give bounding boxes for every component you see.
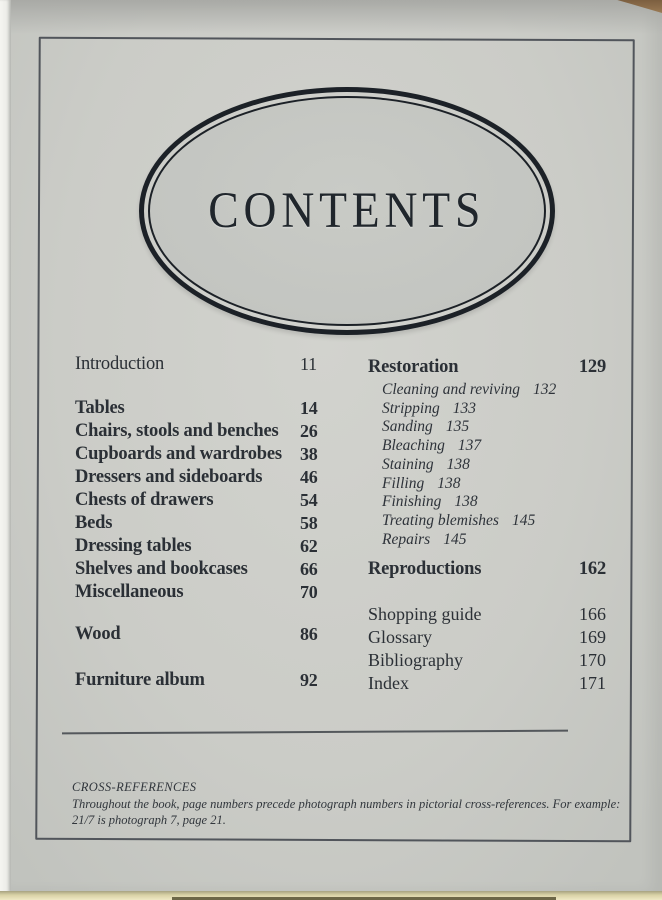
- toc-entry: [368, 626, 606, 649]
- toc-entry-page: 129: [578, 357, 606, 377]
- toc-entry: [75, 420, 338, 443]
- toc-entry: [75, 669, 338, 692]
- toc-entry-page: 11: [300, 354, 317, 374]
- toc-entry-label: Cupboards and wardrobes: [75, 444, 282, 464]
- toc-entry: [368, 672, 606, 695]
- toc-subentry: [382, 418, 606, 437]
- toc-entry-label: Tables: [75, 398, 125, 418]
- footnote-line-2: 21/7 is photograph 7, page 21.: [72, 813, 226, 827]
- toc-subentry-page: 145: [511, 511, 536, 529]
- toc-entry: [75, 512, 338, 535]
- toc-entry-page: 86: [300, 624, 318, 644]
- book-bottom-edge: [0, 891, 662, 900]
- page-stack-edge: [0, 0, 11, 900]
- toc-entry-page: 66: [300, 559, 318, 579]
- toc-entry-label: Chests of drawers: [75, 490, 214, 510]
- toc-subentry-page: 138: [437, 474, 461, 492]
- toc-entry-label: Miscellaneous: [75, 582, 184, 602]
- toc-entry: [75, 535, 338, 558]
- toc-entry: [75, 581, 338, 604]
- back-matter-list: [368, 603, 606, 695]
- toc-subentry-page: 133: [452, 399, 476, 417]
- toc-entry-label: Chairs, stools and benches: [75, 421, 279, 441]
- page-title: CONTENTS: [208, 182, 486, 240]
- toc-entry: [75, 353, 338, 376]
- toc-subentry-label: Sanding: [382, 418, 433, 436]
- toc-entry: [75, 466, 338, 489]
- toc-entry-page: 162: [578, 559, 606, 580]
- toc-entry-label: Bibliography: [368, 650, 463, 671]
- toc-section-reproductions: [368, 558, 606, 581]
- toc-subentry-label: Filling: [382, 474, 425, 492]
- toc-subentry: [382, 381, 606, 400]
- toc-subentry-page: 135: [445, 418, 470, 436]
- toc-entry: [75, 443, 338, 466]
- toc-subentry-label: Finishing: [382, 493, 442, 511]
- toc-entry-label: Furniture album: [75, 670, 205, 690]
- toc-subentry: [382, 531, 606, 550]
- toc-entry-page: 58: [300, 513, 318, 533]
- toc-subentry-page: 137: [457, 437, 482, 455]
- toc-entry-label: Wood: [75, 624, 121, 644]
- toc-entry: [75, 623, 338, 646]
- toc-subentry: [382, 475, 606, 494]
- toc-entry: [368, 649, 606, 672]
- toc-subentry-label: Cleaning and reviving: [382, 381, 521, 398]
- toc-entry-page: 171: [579, 673, 606, 694]
- toc-entry-label: Shelves and bookcases: [75, 559, 248, 579]
- toc-entry: [75, 489, 338, 512]
- toc-section-restoration: [368, 356, 606, 379]
- toc-entry: [75, 558, 338, 581]
- toc-entry-label: Introduction: [75, 354, 165, 374]
- toc-subentry: [382, 437, 606, 456]
- toc-subentry: [382, 493, 606, 512]
- toc-entry: [368, 603, 606, 626]
- toc-entry-page: 92: [300, 670, 318, 690]
- toc-entry: [75, 397, 338, 420]
- toc-entry-page: 170: [579, 650, 606, 671]
- toc-entry-page: 14: [300, 398, 318, 418]
- toc-entry-label: Beds: [75, 513, 113, 533]
- toc-entry-label: Shopping guide: [368, 604, 482, 625]
- toc-entry-page: 169: [579, 627, 606, 648]
- toc-entry-label: Glossary: [368, 627, 432, 648]
- contents-oval: [139, 87, 555, 335]
- toc-right-column: [368, 356, 606, 695]
- toc-entry-label: Dressers and sideboards: [75, 467, 263, 487]
- toc-subentry: [382, 400, 606, 419]
- toc-left-column: [75, 353, 338, 692]
- toc-entry-label: Dressing tables: [75, 536, 192, 556]
- toc-subentry-label: Bleaching: [382, 437, 445, 455]
- cross-references-note: [72, 779, 624, 828]
- toc-subentry-label: Repairs: [382, 530, 431, 548]
- toc-entry-label: Restoration: [368, 357, 459, 377]
- toc-entry-page: 54: [300, 490, 318, 510]
- restoration-subentries: [382, 381, 606, 549]
- toc-subentry-page: 132: [533, 381, 557, 398]
- toc-entry-page: 26: [300, 421, 318, 441]
- toc-subentry: [382, 456, 606, 475]
- toc-subentry: [382, 512, 606, 531]
- toc-entry-page: 62: [300, 536, 318, 556]
- toc-subentry-label: Treating blemishes: [382, 511, 499, 529]
- toc-subentry-label: Staining: [382, 455, 434, 473]
- toc-entry-label: Index: [368, 673, 409, 694]
- toc-entry-page: 46: [300, 467, 318, 487]
- toc-entry-page: 70: [300, 582, 318, 602]
- footnote-heading: CROSS-REFERENCES: [72, 780, 197, 794]
- toc-subentry-label: Stripping: [382, 399, 440, 417]
- footnote-line-1: Throughout the book, page numbers precede photograph numbers in pictorial cross-references. For example:: [72, 797, 621, 811]
- toc-entry-label: Reproductions: [368, 559, 482, 580]
- toc-subentry-page: 138: [446, 455, 470, 473]
- toc-entry-page: 166: [579, 604, 606, 625]
- contents-oval-inner: [148, 96, 546, 326]
- toc-subentry-page: 145: [443, 530, 467, 548]
- toc-subentry-page: 138: [454, 493, 478, 511]
- toc-entry-page: 38: [300, 444, 318, 464]
